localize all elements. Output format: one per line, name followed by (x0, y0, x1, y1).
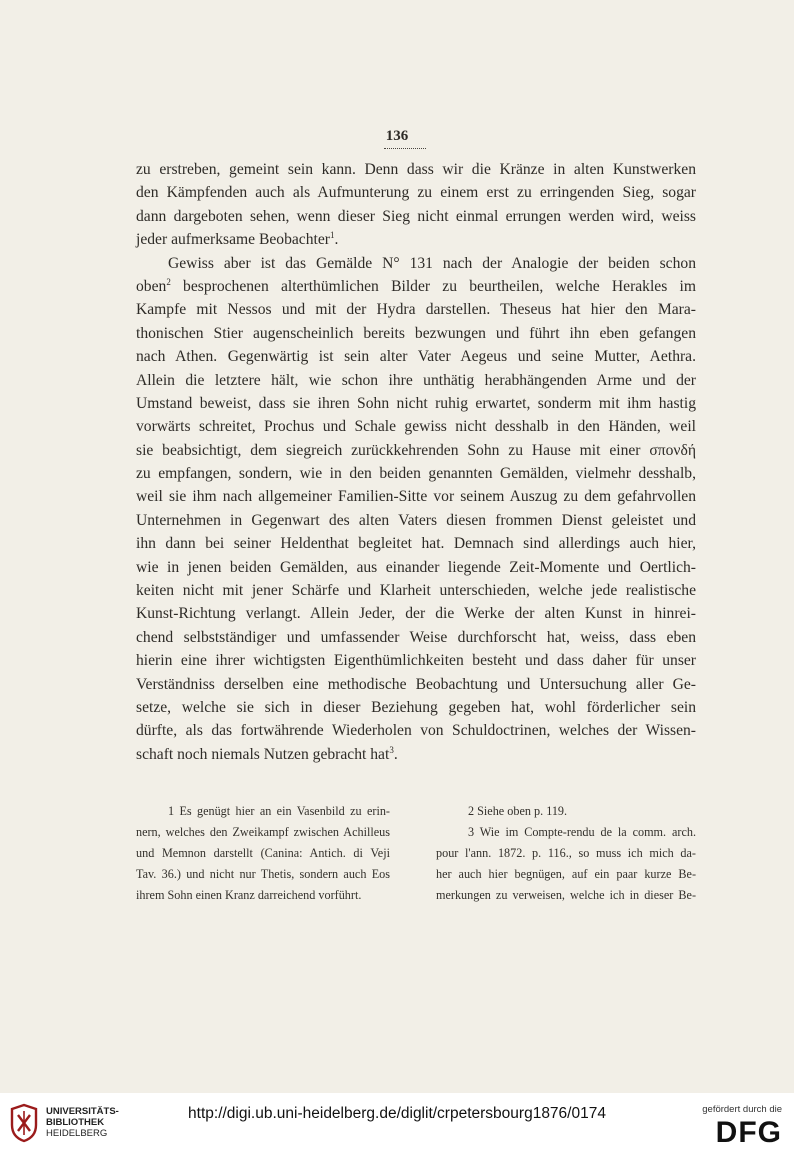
text-line-content: setze, welche sie sich in dieser Beziehung gegeben hat, wohl förderlicher sein (136, 698, 696, 716)
page-number: 136 (385, 128, 409, 144)
text-line-content: nach Athen. Gegenwärtig ist sein alter Vater Aegeus und seine Mutter, Aethra. (136, 348, 696, 366)
text-line (136, 415, 696, 438)
footnote-line: 1 Es genügt hier an ein Vasenbild zu erin- (168, 804, 390, 818)
text-line-continuation: besprochenen alterthümlichen Bilder zu beurtheilen, welche Herakles im (170, 277, 696, 295)
footer-bar (0, 1093, 794, 1153)
text-line-content: dürfte, als das fortwährende Wiederholen von Schuldoctrinen, welches der Wissen- (136, 722, 696, 740)
text-line (136, 719, 696, 742)
footnote-line: pour l'ann. 1872. p. 116., so muss ich mich da- (436, 846, 696, 860)
library-city: HEIDELBERG (46, 1128, 108, 1139)
text-line (136, 252, 696, 275)
text-line (136, 462, 696, 485)
footnote-line: nern, welches den Zweikampf zwischen Achilleus (136, 825, 390, 839)
text-line-continuation: . (393, 745, 398, 763)
footnotes-right-column (436, 801, 696, 906)
text-line-content: den Kämpfenden auch als Aufmunterung zu einem erst zu erringenden Sieg, sogar (136, 184, 696, 202)
text-line-content: wie in jenen beiden Gemälden, aus einander liegende Zeit-Momente und Oertlich- (136, 558, 696, 576)
text-line (136, 181, 696, 204)
text-line-content: Kampfe mit Nessos und mit der Hydra darstellen. Theseus hat hier den Mara- (136, 301, 696, 319)
text-line (136, 345, 696, 368)
text-line (136, 532, 696, 555)
text-line-content: Kunst-Richtung verlangt. Allein Jeder, der die Werke der alten Kunst in hinrei- (136, 605, 696, 623)
text-line-content: Allein die letztere hält, wie schon ihre unthätig herabhängenden Arme und der (136, 371, 696, 389)
footnotes-left-column (136, 801, 390, 906)
text-line (136, 275, 696, 298)
page-number-ornament (384, 146, 426, 149)
footnote-marker[interactable]: 1 (329, 229, 335, 240)
footnote-line: merkungen zu verweisen, welche ich in dieser Be- (436, 888, 696, 902)
text-line (136, 392, 696, 415)
text-line (136, 579, 696, 602)
text-line (136, 322, 696, 345)
text-line-content: hierin eine ihrer wichtigsten Eigenthümlichkeiten besteht und dass daher für unser (136, 652, 696, 670)
text-line-content: Unternehmen in Gegenwart des alten Vaters diesen frommen Dienst geleistet und (136, 511, 696, 529)
text-line (136, 696, 696, 719)
library-name-line-2: BIBLIOTHEK (46, 1117, 105, 1128)
text-line-content: vorwärts schreitet, Prochus und Schale gewiss nicht desshalb in den Händen, weil (136, 418, 696, 436)
dfg-logo[interactable]: DFG (715, 1116, 782, 1149)
footnote-line: her auch hier begnügen, auf ein paar kurze Be- (436, 867, 696, 881)
text-line (136, 602, 696, 625)
text-line (136, 228, 696, 251)
text-line-content: sie beabsichtigt, dem siegreich zurückkehrenden Sohn zu Hause mit einer σπονδή (136, 441, 696, 459)
footnote-line: ihrem Sohn einen Kranz darreichend vorführt. (136, 888, 362, 902)
text-line (136, 439, 696, 462)
text-line-content: keiten nicht mit jener Schärfe und Klarheit unterschieden, welche jede realistische (136, 582, 696, 600)
text-line-content: chend selbstständiger und umfassender Weise durchforscht hat, weiss, dass eben (136, 628, 696, 646)
footnote-line: 3 Wie im Compte-rendu de la comm. arch. (468, 825, 696, 839)
text-line (136, 298, 696, 321)
text-line-content: dann dargeboten sehen, wenn dieser Sieg nicht einmal errungen werden wird, weiss (136, 207, 696, 225)
text-line (136, 205, 696, 228)
text-line (136, 485, 696, 508)
body-text (136, 158, 696, 766)
text-line (136, 509, 696, 532)
footnote-line: 2 Siehe oben p. 119. (468, 804, 568, 818)
text-line-content: schaft noch niemals Nutzen gebracht hat (136, 745, 390, 763)
text-line (136, 649, 696, 672)
text-line-content: oben (136, 277, 167, 295)
text-line (136, 158, 696, 181)
text-line-content: Umstand beweist, dass sie ihren Sohn nicht ruhig erwartet, sonderm mit ihm hastig (136, 394, 696, 412)
text-line-content: weil sie ihm nach allgemeiner Familien-Sitte vor seinem Auszug zu dem gefahrvollen (136, 488, 696, 506)
text-line-content: jeder aufmerksame Beobachter (136, 231, 330, 249)
text-line (136, 556, 696, 579)
footnote-marker[interactable]: 2 (166, 276, 171, 287)
footnote-marker[interactable]: 3 (389, 744, 394, 755)
text-line (136, 626, 696, 649)
text-line (136, 673, 696, 696)
text-line-content: Verständniss derselben eine methodische Beobachtung und Untersuchung aller Ge- (136, 675, 696, 693)
text-line-content: zu erstreben, gemeint sein kann. Denn dass wir die Kränze in alten Kunstwerken (136, 161, 696, 178)
text-line-content: thonischen Stier augenscheinlich bereits bezwungen und führt ihn eben gefangen (136, 324, 696, 342)
text-line-continuation: . (334, 231, 339, 249)
footnote-line: und Memnon darstellt (Canina: Antich. di Veji (136, 846, 390, 860)
funder-label: gefördert durch die (702, 1104, 782, 1115)
text-line (136, 369, 696, 392)
library-name-line-1: UNIVERSITÄTS- (46, 1106, 119, 1117)
text-line-content: ihn dann bei seiner Heldenthat begleitet hat. Demnach sind allerdings auch hier, (136, 535, 696, 553)
text-line-content: Gewiss aber ist das Gemälde N° 131 nach der Analogie der beiden schon (168, 254, 696, 272)
footnote-line: Tav. 36.) und nicht nur Thetis, sondern auch Eos (136, 867, 390, 881)
permalink-url[interactable]: http://digi.ub.uni-heidelberg.de/diglit/crpetersbourg1876/0174 (188, 1105, 606, 1122)
text-line-content: zu empfangen, sondern, wie in den beiden genannten Gemälden, vielmehr desshalb, (136, 465, 696, 483)
text-line (136, 743, 696, 766)
